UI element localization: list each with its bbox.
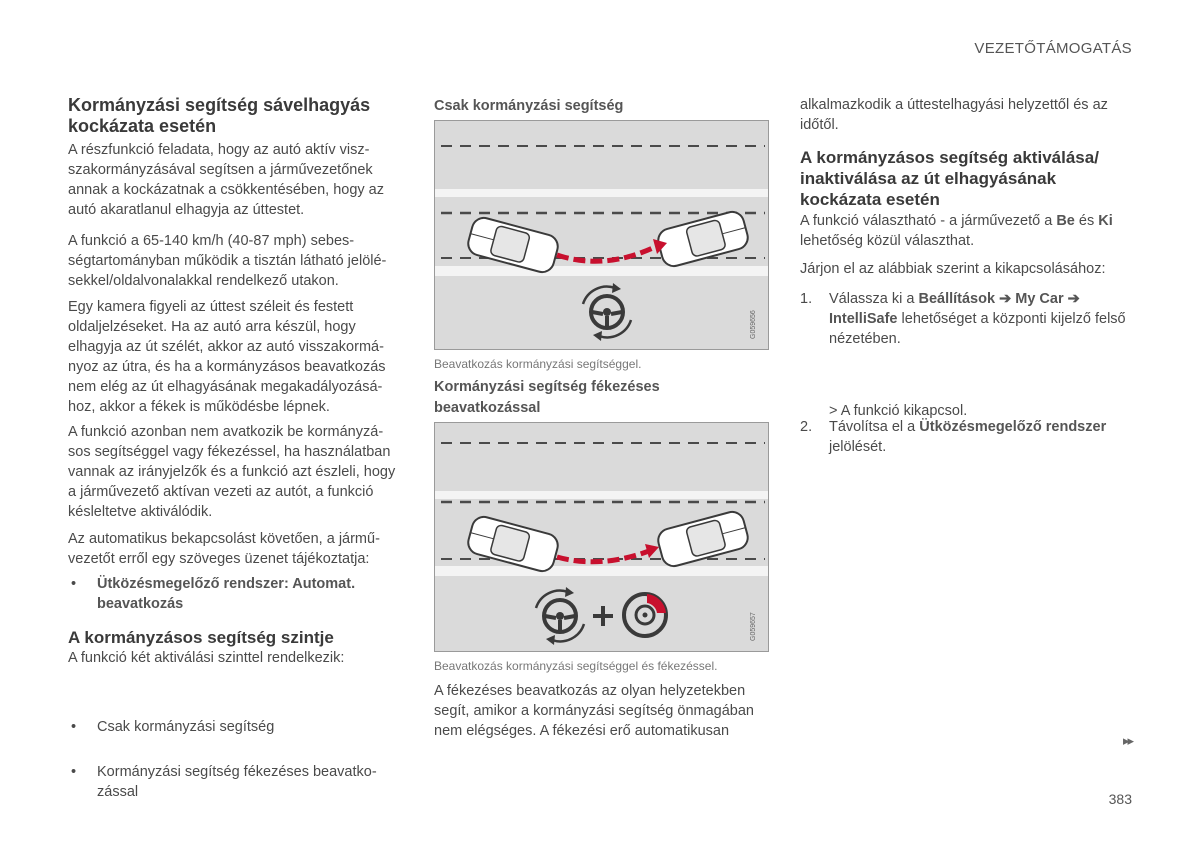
text-run: és xyxy=(1074,213,1099,229)
text-run: lehetőséget a központi kijelző felső nézetében. xyxy=(829,311,1126,347)
message-bullet xyxy=(68,574,407,614)
list-item xyxy=(68,717,415,737)
list-item-label: Csak kormányzási segítség xyxy=(97,719,275,735)
menu-path-intellisafe: IntelliSafe xyxy=(829,311,898,327)
steering-assist-illustration xyxy=(435,121,768,349)
setting-name: Ütközésmegelőző rendszer xyxy=(919,419,1107,435)
bullet-dot: • xyxy=(71,719,77,735)
column-1 xyxy=(68,0,404,800)
car-icon xyxy=(656,209,751,268)
result-marker: > xyxy=(829,403,838,419)
menu-path-my-car: My Car xyxy=(1015,291,1064,307)
page-number: 383 xyxy=(1108,791,1132,807)
paragraph: A funkció azonban nem avatkozik be kormányzá-sos segítséggel vagy fékezéssel, ha használatban vannak az irányjelzők és a funkció azt észleli, hogy a járművezető aktívan vezeti az autót, a funkció késleltetve aktiválódik. xyxy=(68,424,396,520)
message-text: : Automat. beavatkozás xyxy=(97,576,356,612)
text-run: lehetőség közül választhat. xyxy=(800,233,975,249)
message-name: Ütközésmegelőző rendszer xyxy=(97,576,284,592)
section-title: Kormányzási segítség sávelhagyás kockázata esetén xyxy=(68,95,371,136)
text-run: jelölését. xyxy=(829,439,887,455)
section-header: VEZETŐTÁMOGATÁS xyxy=(974,40,1132,57)
text-run: A funkció választható - a járművezető a xyxy=(800,213,1057,229)
option-on: Be xyxy=(1056,213,1075,229)
paragraph: A funkció két aktiválási szinttel rendelkezik: xyxy=(68,650,345,666)
column-3 xyxy=(800,0,1135,455)
text-run: Válassza ki a xyxy=(829,291,919,307)
steering-brake-illustration xyxy=(435,423,768,651)
step-1 xyxy=(800,289,1135,349)
figure-title: Kormányzási segítség fékezéses beavatkozással xyxy=(434,379,660,416)
paragraph: A funkció a 65-140 km/h (40-87 mph) sebes-ségtartományban működik a tisztán látható jelölé-sekkel/oldalvonalakkal rendelkező utakon. xyxy=(68,233,387,289)
arrow-right-icon: ➔ xyxy=(1063,291,1080,307)
steering-wheel-icon xyxy=(536,587,584,645)
subheading: A kormányzásos segítség szintje xyxy=(68,628,334,647)
figure-caption: Beavatkozás kormányzási segítséggel. xyxy=(434,357,642,371)
paragraph: A fékezéses beavatkozás az olyan helyzetekben segít, amikor a kormányzási segítség önmagában nem elégséges. A fékezési erő automatikusan xyxy=(434,683,754,739)
plus-icon xyxy=(593,606,613,626)
paragraph xyxy=(800,211,1135,251)
figure-steering-brake-assist xyxy=(434,422,769,652)
result-text: A funkció kikapcsol. xyxy=(840,403,968,419)
bullet-dot: • xyxy=(71,576,77,592)
figure-code: G059657 xyxy=(750,612,757,641)
paragraph: Járjon el az alábbiak szerint a kikapcsolásához: xyxy=(800,261,1106,277)
car-icon xyxy=(466,215,561,274)
menu-path-settings: Beállítások xyxy=(918,291,996,307)
paragraph: Egy kamera figyeli az úttest széleit és festett oldaljelzéseket. Ha az autó arra készül, hogy elhagyja az út szélét, akkor az autó visszakormá-nyoz az útra, és ha a kormányzásos beavatkozás nem elég az út elhagyásának megakadályozásá-hoz, akkor a fékek is működésbe lépnek. xyxy=(68,299,386,415)
car-icon xyxy=(466,514,561,573)
step-result xyxy=(829,401,1129,421)
paragraph: A részfunkció feladata, hogy az autó aktív visz-szakormányzásával segítsen a járművezetőnek annak a kockázatnak a csökkentésében, hogy az autó akaratlanul elhagyja az úttestet. xyxy=(68,142,384,218)
figure-caption: Beavatkozás kormányzási segítséggel és fékezéssel. xyxy=(434,659,718,673)
subheading: A kormányzásos segítség aktiválása/ inaktiválása az út elhagyásának kockázata esetén xyxy=(800,148,1099,209)
figure-steering-assist xyxy=(434,120,769,350)
figure-code: G059656 xyxy=(750,310,757,339)
list-item xyxy=(68,762,415,802)
bullet-dot: • xyxy=(71,764,77,780)
next-page-icon: ▸▸ xyxy=(1122,733,1132,748)
list-item-label: Kormányzási segítség fékezéses beavatko-zással xyxy=(97,764,377,800)
text-run: Távolítsa el a xyxy=(829,419,920,435)
option-off: Ki xyxy=(1098,213,1113,229)
steering-wheel-icon xyxy=(583,283,631,341)
brake-disc-icon xyxy=(624,594,666,636)
paragraph: Az automatikus bekapcsolást követően, a jármű-vezetőt erről egy szöveges üzenet tájékoztatja: xyxy=(68,531,380,567)
figure-title: Csak kormányzási segítség xyxy=(434,98,624,114)
step-number: 2. xyxy=(800,419,813,435)
paragraph: alkalmazkodik a úttestelhagyási helyzettől és az időtől. xyxy=(800,97,1108,133)
step-2 xyxy=(800,417,1135,457)
step-number: 1. xyxy=(800,291,813,307)
arrow-right-icon: ➔ xyxy=(995,291,1016,307)
